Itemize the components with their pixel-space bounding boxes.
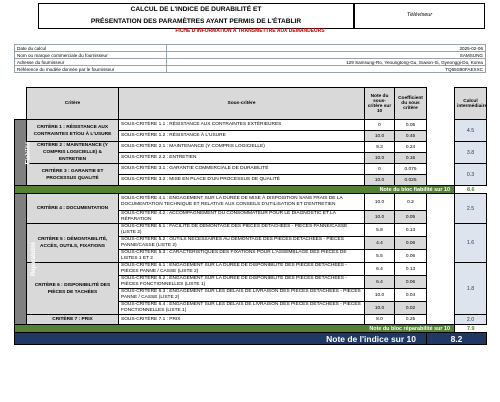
- info-label: Adresse du fournisseur: [15, 59, 167, 66]
- subcriterion-coef: 0.02: [395, 302, 427, 315]
- subcriterion-label: SOUS-CRITÈRE 6.4 : ENGAGEMENT SUR LES DÉLAIS DE LIVRAISON DES PIÈCES DÉTACHÉES - PIÈCES FONCTIONNELLES (LISTE 1): [119, 302, 365, 315]
- subcriterion-label: SOUS-CRITÈRE 6.1 : ENGAGEMENT SUR LA DURÉE DE DISPONIBILITÉ DES PIÈCES DÉTACHÉES - PIÈCES PANNE / CASSE (LISTE 2): [119, 263, 365, 276]
- subcriterion-note: 9.3: [365, 142, 395, 153]
- subcriterion-note: 5.8: [365, 224, 395, 237]
- info-value: 129 Samsung-Ro, Yeoungtong-Gu, Suwon-Si, Gyeonggi-Do, Korea: [167, 59, 486, 66]
- product-category: Téléviseur: [354, 3, 485, 29]
- table-row: [15, 164, 487, 175]
- subcriterion-label: SOUS-CRITÈRE 5.3 : CARACTÉRISTIQUES DES FIXATIONS POUR L'ASSEMBLAGE DES PIÈCES DE LISTES 1 ET 2: [119, 250, 365, 263]
- subcriterion-label: SOUS-CRITÈRE 4.2 : ACCOMPAGNEMENT DU CONSOMMATEUR POUR LE DIAGNOSTIC ET LA RÉPARATION: [119, 211, 365, 224]
- criterion-name: CRITÈRE 5 : DÉMONTABILITÉ, ACCÈS, OUTILS, FIXATIONS: [27, 224, 119, 263]
- subcriterion-label: SOUS-CRITÈRE 7.1 : PRIX: [119, 315, 365, 325]
- table-row: [15, 224, 487, 237]
- subcriterion-coef: 0.025: [395, 175, 427, 186]
- subcriterion-note: 10.0: [365, 211, 395, 224]
- reparabilite-note-label: Note du bloc réparabilité sur 10: [15, 325, 455, 333]
- subcriterion-label: SOUS-CRITÈRE 5.2 : OUTILS NÉCESSAIRES AU DÉMONTAGE DES PIÈCES DÉTACHÉES - PIÈCES PANNE/CASSE (LISTE 2): [119, 237, 365, 250]
- criterion-calc: 3.8: [455, 142, 487, 164]
- subcriterion-note: 0: [365, 120, 395, 131]
- final-note-row: [15, 333, 487, 345]
- subcriterion-note: 5.5: [365, 250, 395, 263]
- subcriterion-note: 10.0: [365, 289, 395, 302]
- criterion-calc: 1.8: [455, 263, 487, 315]
- col-subcriteria: Sous-critère: [119, 88, 365, 120]
- info-row: [15, 45, 486, 52]
- table-row: [15, 142, 487, 153]
- subcriterion-label: SOUS-CRITÈRE 6.3 : ENGAGEMENT SUR LES DÉLAIS DE LIVRAISON DES PIÈCES DÉTACHÉES - PIÈCES PANNE / CASSE (LISTE 2): [119, 289, 365, 302]
- reparabilite-note-score: 7.9: [455, 325, 487, 333]
- subcriterion-coef: 0.06: [395, 276, 427, 289]
- final-note-score: 8.2: [427, 333, 487, 345]
- title-line-2: PRÉSENTATION DES PARAMÈTRES AYANT PERMIS DE L'ÉTABLIR: [90, 18, 302, 25]
- table-row: [15, 263, 487, 276]
- criterion-name: CRITÈRE 6 : DISPONIBILITÉ DES PIÈCES DE TACHÉES: [27, 263, 119, 315]
- info-value: SAMSUNG: [167, 52, 486, 59]
- info-row: [15, 66, 486, 73]
- subcriterion-note: 6.4: [365, 276, 395, 289]
- criterion-name: CRITÈRE 1 : RÉSISTANCE AUX CONTRAINTES ET/OU À L'USURE: [27, 120, 119, 142]
- subcriterion-note: 10.0: [365, 302, 395, 315]
- group-reparabilite: Réparabilité: [15, 194, 27, 325]
- subcriterion-note: 6.4: [365, 263, 395, 276]
- info-row: [15, 59, 486, 66]
- fiabilite-note-label: Note du bloc fiabilité sur 10: [15, 186, 455, 194]
- reparabilite-note-row: [15, 325, 487, 333]
- criterion-name: CRITÈRE 4 : DOCUMENTATION: [27, 194, 119, 224]
- table-row: [15, 194, 487, 211]
- criterion-calc: 2.5: [455, 194, 487, 224]
- title-line-1: CALCUL DE L'INDICE DE DURABILITÉ ET: [130, 6, 262, 13]
- subcriterion-coef: 0.06: [395, 250, 427, 263]
- subcriterion-label: SOUS-CRITÈRE 5.1 : FACILITÉ DE DÉMONTAGE DES PIÈCES DÉTACHÉES - PIÈCES PANNE/CASSE (LISTE 2): [119, 224, 365, 237]
- col-calc: Calcul intermédiaire: [455, 88, 487, 120]
- score-table: [14, 87, 487, 345]
- subcriterion-label: SOUS-CRITÈRE 3.2 : MISE EN PLACE D'UN PROCESSUS DE QUALITÉ: [119, 175, 365, 186]
- subcriterion-coef: 0.05: [395, 120, 427, 131]
- table-row: [15, 120, 487, 131]
- subcriterion-note: 10.0: [365, 175, 395, 186]
- form-subtitle: FICHE D'INFORMATION À TRANSMETTRE AUX DEMANDEURS: [175, 28, 325, 34]
- subcriterion-label: SOUS-CRITÈRE 2.2 : ENTRETIEN: [119, 153, 365, 164]
- fiabilite-note-row: [15, 186, 487, 194]
- subcriterion-label: SOUS-CRITÈRE 6.2 : ENGAGEMENT SUR LA DURÉE DE DISPONIBILITÉ DES PIÈCES DÉTACHÉES - PIÈCES FONCTIONNELLES (LISTE 1): [119, 276, 365, 289]
- subcriterion-label: SOUS-CRITÈRE 3.1 : GARANTIE COMMERCIALE DE DURABILITÉ: [119, 164, 365, 175]
- subcriterion-coef: 0.24: [395, 142, 427, 153]
- subcriterion-coef: 0.45: [395, 131, 427, 142]
- table-row: [15, 315, 487, 325]
- criterion-calc: 0.3: [455, 164, 487, 186]
- subcriterion-note: 8.0: [365, 315, 395, 325]
- subcriterion-label: SOUS-CRITÈRE 4.1 : ENGAGEMENT SUR LA DURÉE DE MISE À DISPOSITION SANS FRAIS DE LA DOCUMENTATION TECHNIQUE ET RELATIVE AUX CONSEILS D'UTILISATION ET D'ENTRETIEN: [119, 194, 365, 211]
- subcriterion-label: SOUS-CRITÈRE 1.1 : RÉSISTANCE AUX CONTRAINTES EXTÉRIEURES: [119, 120, 365, 131]
- criterion-calc: 1.6: [455, 224, 487, 263]
- subcriterion-coef: 0.05: [395, 211, 427, 224]
- subcriterion-note: 0: [365, 164, 395, 175]
- subcriterion-coef: 0.06: [395, 237, 427, 250]
- subcriterion-coef: 0.2: [395, 194, 427, 211]
- group-fiabilite: Fiabilité: [15, 120, 27, 186]
- info-value: 2025-02-06: [167, 45, 486, 52]
- subcriterion-note: 10.0: [365, 194, 395, 211]
- final-note-label: Note de l'indice sur 10: [15, 333, 427, 345]
- col-criteria: Critère: [27, 88, 119, 120]
- criterion-calc: 4.5: [455, 120, 487, 142]
- info-label: Nom ou marque commerciale du fournisseur: [15, 52, 167, 59]
- col-coef: Coefficient du sous critère: [395, 88, 427, 120]
- subcriterion-note: 10.0: [365, 153, 395, 164]
- subcriterion-note: 4.4: [365, 237, 395, 250]
- subcriterion-coef: 0.16: [395, 153, 427, 164]
- criterion-name: CRITÈRE 3 : GARANTIE ET PROCESSUS QUALITÉ: [27, 164, 119, 186]
- criterion-name: CRITÈRE 7 : PRIX: [27, 315, 119, 325]
- info-label: Référence du modèle donnée par le fournisseur: [15, 66, 167, 73]
- info-label: Date du calcul: [15, 45, 167, 52]
- subcriterion-coef: 0.13: [395, 263, 427, 276]
- info-row: [15, 52, 486, 59]
- subcriterion-coef: 0.13: [395, 224, 427, 237]
- col-note: Note du sous-critère sur 10: [365, 88, 395, 120]
- fiabilite-note-score: 8.6: [455, 186, 487, 194]
- criterion-name: CRITÈRE 2 : MAINTENANCE (Y COMPRIS LOGICIELLE) & ENTRETIEN: [27, 142, 119, 164]
- subcriterion-label: SOUS-CRITÈRE 2.1 : MAINTENANCE (Y COMPRIS LOGICIELLE): [119, 142, 365, 153]
- header-row: [15, 88, 487, 120]
- info-table: [14, 44, 486, 73]
- document-title: [38, 3, 354, 29]
- subcriterion-label: SOUS-CRITÈRE 1.2 : RÉSISTANCE À L'USURE: [119, 131, 365, 142]
- subcriterion-note: 10.0: [365, 131, 395, 142]
- subcriterion-coef: 0.25: [395, 315, 427, 325]
- subcriterion-coef: 0.04: [395, 289, 427, 302]
- subcriterion-coef: 0.075: [395, 164, 427, 175]
- criterion-calc: 2.0: [455, 315, 487, 325]
- info-value: TQ65S90FAEXXC: [167, 66, 486, 73]
